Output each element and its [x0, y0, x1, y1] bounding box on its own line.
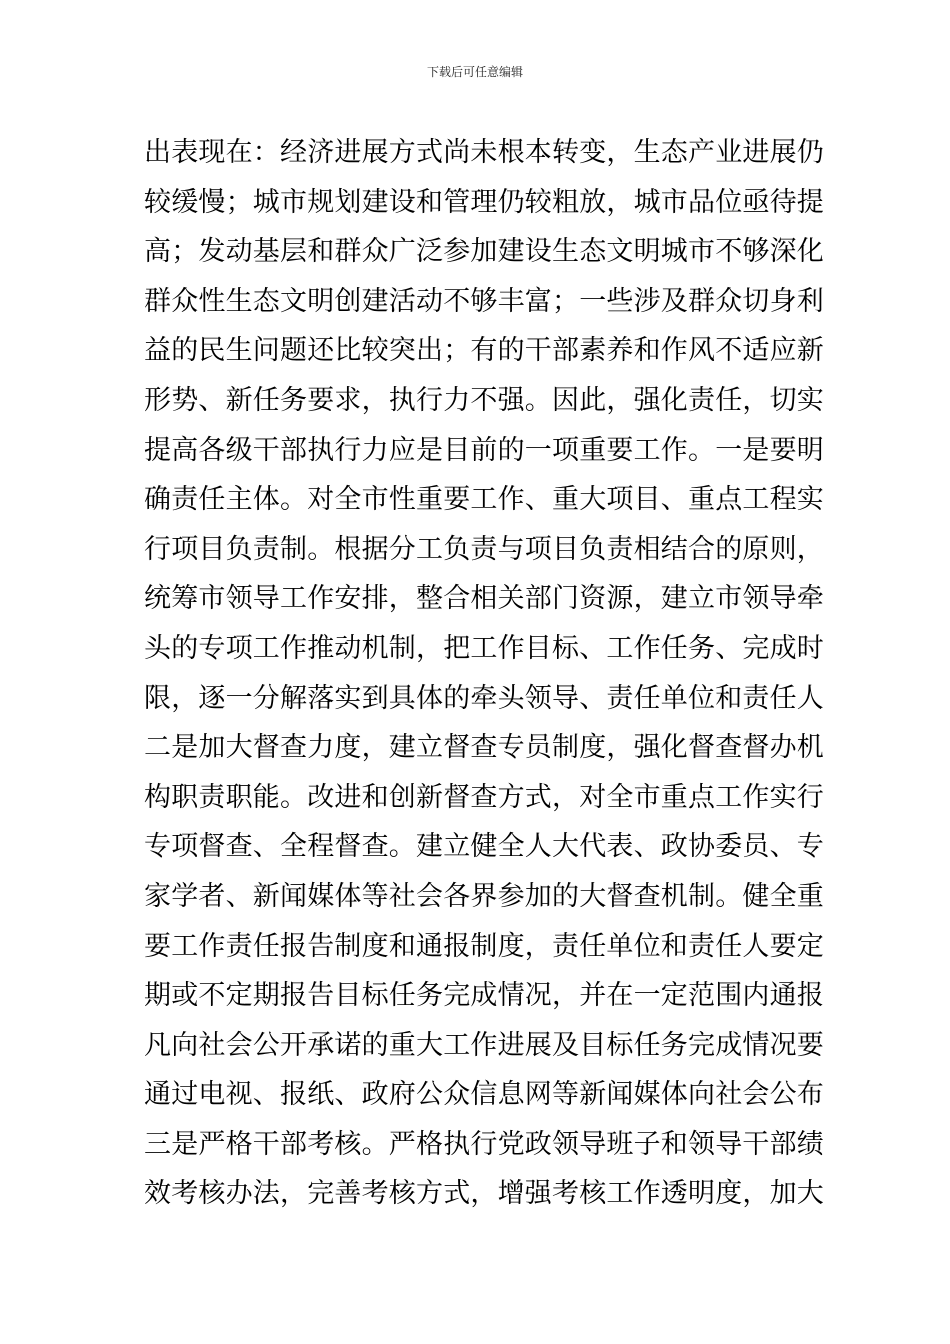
body-line: 提高各级干部执行力应是目前的一项重要工作。一是要明	[144, 434, 824, 466]
page-header: 下载后可任意编辑	[426, 65, 523, 79]
body-line: 期或不定期报告目标任务完成情况，并在一定范围内通报	[144, 980, 824, 1012]
body-line: 凡向社会公开承诺的重大工作进展及目标任务完成情况要	[144, 1029, 824, 1061]
body-line: 二是加大督查力度，建立督查专员制度，强化督查督办机	[144, 732, 824, 764]
body-line: 益的民生问题还比较突出；有的干部素养和作风不适应新	[144, 335, 824, 367]
body-line: 专项督查、全程督查。建立健全人大代表、政协委员、专	[144, 831, 824, 863]
body-line: 确责任主体。对全市性重要工作、重大项目、重点工程实	[144, 484, 824, 516]
body-line: 头的专项工作推动机制，把工作目标、工作任务、完成时	[144, 632, 824, 664]
body-line: 出表现在：经济进展方式尚未根本转变，生态产业进展仍	[144, 137, 824, 168]
document-body	[144, 128, 824, 1219]
body-line: 行项目负责制。根据分工负责与项目负责相结合的原则，	[144, 533, 824, 565]
body-line: 高；发动基层和群众广泛参加建设生态文明城市不够深化	[144, 236, 824, 268]
body-line: 群众性生态文明创建活动不够丰富；一些涉及群众切身利	[144, 285, 824, 317]
body-line: 形势、新任务要求，执行力不强。因此，强化责任，切实	[144, 384, 824, 416]
body-line: 通过电视、报纸、政府公众信息网等新闻媒体向社会公布	[144, 1079, 824, 1111]
body-line: 统筹市领导工作安排，整合相关部门资源，建立市领导牵	[144, 583, 824, 615]
body-line: 限，逐一分解落实到具体的牵头领导、责任单位和责任人	[144, 682, 824, 714]
body-line: 家学者、新闻媒体等社会各界参加的大督查机制。健全重	[144, 880, 824, 912]
body-line: 三是严格干部考核。严格执行党政领导班子和领导干部绩	[144, 1128, 824, 1160]
body-line: 较缓慢；城市规划建设和管理仍较粗放，城市品位亟待提	[144, 186, 824, 218]
body-line: 构职责职能。改进和创新督查方式，对全市重点工作实行	[144, 781, 824, 813]
body-line: 要工作责任报告制度和通报制度，责任单位和责任人要定	[144, 930, 824, 962]
body-line: 效考核办法，完善考核方式，增强考核工作透明度，加大	[144, 1178, 824, 1210]
